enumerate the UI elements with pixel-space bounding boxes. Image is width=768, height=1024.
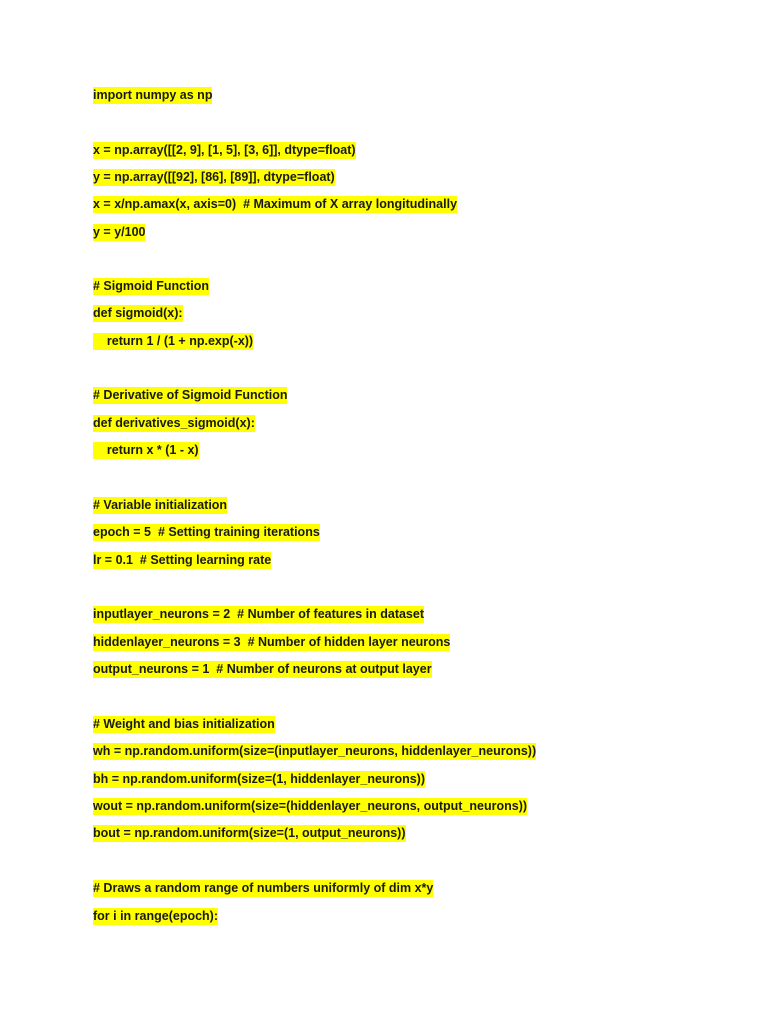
code-line-import	[93, 85, 212, 105]
code-line-def-derivative	[93, 413, 255, 433]
code-text: def derivatives_sigmoid(x):	[93, 416, 255, 430]
code-line-wout	[93, 796, 527, 816]
code-line-bh	[93, 769, 425, 789]
code-text: epoch = 5 # Setting training iterations	[93, 525, 320, 539]
code-line-bout	[93, 823, 406, 843]
code-line-return-derivative	[93, 440, 199, 460]
code-line-comment-draws	[93, 878, 433, 898]
code-line-wh	[93, 741, 536, 761]
code-text: bh = np.random.uniform(size=(1, hiddenlayer_neurons))	[93, 772, 425, 786]
code-line-y-normalize	[93, 222, 145, 242]
code-line-comment-weights	[93, 714, 275, 734]
code-line-x-normalize	[93, 194, 457, 214]
code-line-lr	[93, 550, 271, 570]
code-line-comment-derivative	[93, 385, 287, 405]
code-line-def-sigmoid	[93, 303, 183, 323]
code-text: import numpy as np	[93, 88, 213, 102]
code-line-return-sigmoid	[93, 331, 253, 351]
code-text: def sigmoid(x):	[93, 306, 183, 320]
code-text: # Variable initialization	[93, 498, 228, 512]
code-line-y-array	[93, 167, 335, 187]
code-line-hiddenlayer	[93, 632, 450, 652]
code-line-x-array	[93, 140, 356, 160]
code-text: # Weight and bias initialization	[93, 717, 275, 731]
code-text: inputlayer_neurons = 2 # Number of features in dataset	[93, 607, 424, 621]
code-text: for i in range(epoch):	[93, 909, 218, 923]
code-text: # Sigmoid Function	[93, 279, 209, 293]
code-line-comment-variables	[93, 495, 227, 515]
code-text: # Derivative of Sigmoid Function	[93, 388, 288, 402]
code-line-comment-sigmoid	[93, 276, 209, 296]
code-text: wout = np.random.uniform(size=(hiddenlayer_neurons, output_neurons))	[93, 799, 528, 813]
code-text: hiddenlayer_neurons = 3 # Number of hidden layer neurons	[93, 635, 451, 649]
code-line-inputlayer	[93, 604, 424, 624]
code-text: x = x/np.amax(x, axis=0) # Maximum of X array longitudinally	[93, 197, 458, 211]
code-text: bout = np.random.uniform(size=(1, output_neurons))	[93, 826, 406, 840]
code-text: y = y/100	[93, 225, 146, 239]
code-line-for-loop	[93, 906, 218, 926]
code-text: # Draws a random range of numbers uniformly of dim x*y	[93, 881, 434, 895]
code-line-epoch	[93, 522, 320, 542]
code-text: x = np.array([[2, 9], [1, 5], [3, 6]], dtype=float)	[93, 143, 356, 157]
code-text: wh = np.random.uniform(size=(inputlayer_neurons, hiddenlayer_neurons))	[93, 744, 537, 758]
code-text: return x * (1 - x)	[93, 443, 199, 457]
code-text: y = np.array([[92], [86], [89]], dtype=float)	[93, 170, 335, 184]
code-text: lr = 0.1 # Setting learning rate	[93, 553, 272, 567]
code-text: output_neurons = 1 # Number of neurons at output layer	[93, 662, 432, 676]
code-line-output-neurons	[93, 659, 432, 679]
code-text: return 1 / (1 + np.exp(-x))	[93, 334, 254, 348]
